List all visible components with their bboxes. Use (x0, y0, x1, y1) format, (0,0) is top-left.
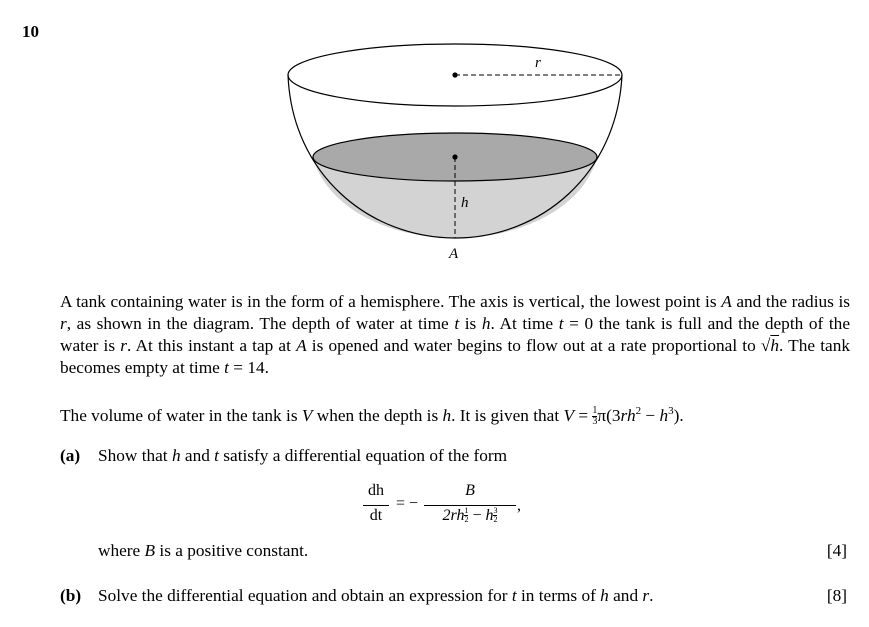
differential-equation (360, 480, 540, 530)
surface-center-point (452, 154, 457, 159)
hemisphere-tank-diagram (0, 0, 869, 280)
one-third-fraction: $\frac{1}{3}$ (592, 405, 598, 428)
part-a-label: (a) (60, 446, 81, 465)
part-a-text: Show that h and t satisfy a differential equation of the form (98, 446, 508, 465)
intro-paragraph: A tank containing water is in the form of a hemisphere. The axis is vertical, the lowest point is A and the radius is r, as shown in the diagram. The depth of water at time t is h. At time t = 0 the tank is full and the depth of the water is r. At this instant a tap at A is opened and water begins to flow out at a rate proportional to √h. The tank becomes empty at time t = 14. (60, 292, 851, 377)
part-a-marks: [4] (826, 541, 847, 560)
rim-center-point (452, 72, 457, 77)
lhs-numerator: dh (368, 482, 384, 499)
equals-minus: = − (396, 495, 419, 512)
lhs-denominator: dt (369, 507, 383, 524)
volume-paragraph: The volume of water in the tank is V when the depth is h. It is given that V = $\frac{1}{3}$ $\pi(3rh^2 - h^3)$. (60, 405, 684, 428)
question-number: 10 (22, 22, 39, 41)
lhs-fraction-bar (363, 505, 389, 506)
rhs-numerator: B (465, 482, 475, 499)
trailing-comma: , (517, 497, 521, 514)
rhs-denominator: 2rh $\frac{1}{2}$ − h $\frac{3}{2}$ (442, 506, 498, 524)
part-b-label: (b) (60, 586, 82, 605)
part-a-where: where B is a positive constant. (98, 541, 309, 560)
label-r: r (535, 55, 541, 71)
part-b-text: Solve the differential equation and obtain an expression for t in terms of h and r. (98, 586, 654, 605)
rhs-fraction-bar (424, 505, 516, 506)
label-h: h (461, 195, 469, 211)
part-b-marks: [8] (826, 586, 847, 605)
label-A: A (449, 246, 459, 262)
